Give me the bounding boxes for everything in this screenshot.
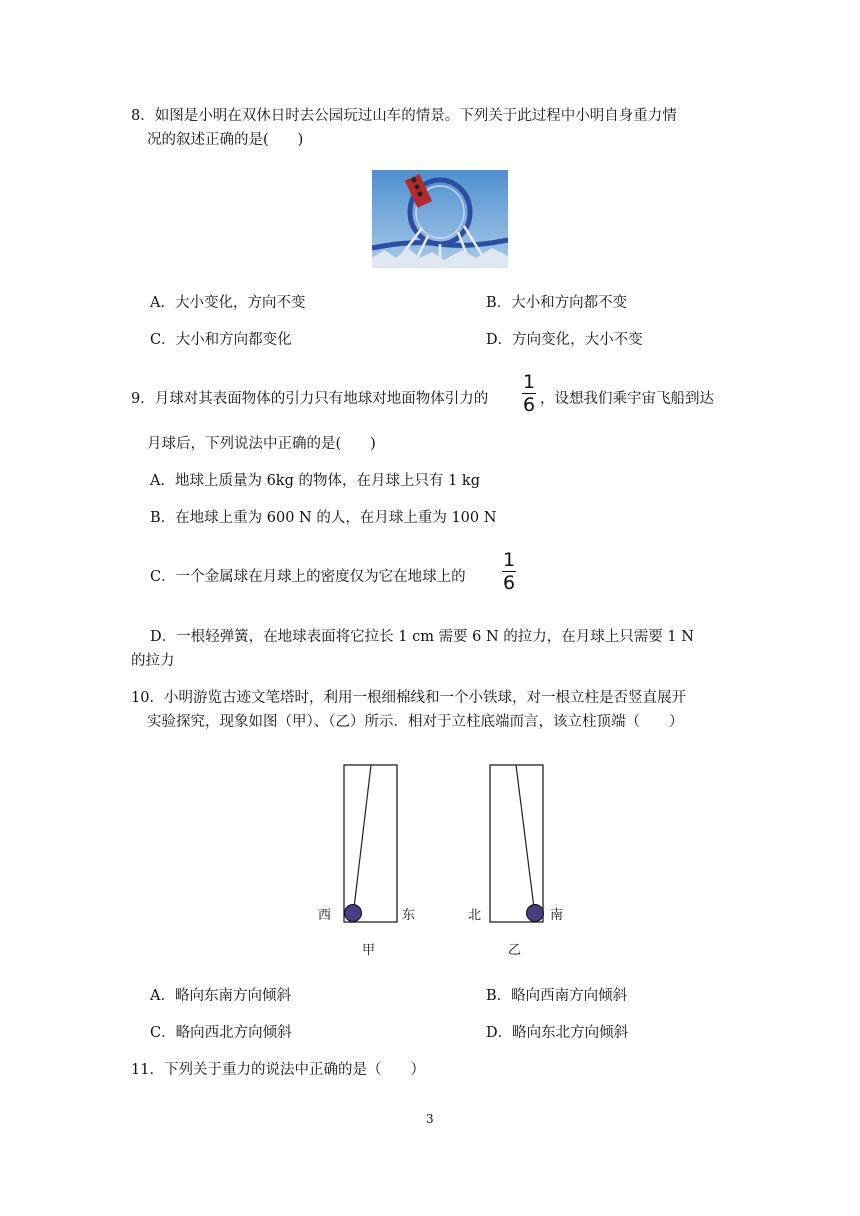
q10-stem-line2: 实验探究，现象如图（甲）、（乙）所示．相对于立柱底端而言，该立柱顶端（ ） [147,714,684,730]
q10-option-c: C．略向西北方向倾斜 [150,1025,292,1041]
q9-option-b: B．在地球上重为 600 N 的人，在月球上重为 100 N [150,510,497,526]
q8-option-a: A．大小变化，方向不变 [150,295,306,311]
q9-fraction-denominator: 6 [522,394,536,416]
q8-stem-line2: 况的叙述正确的是( ) [147,132,304,148]
plumb-line-figure-right [486,762,548,926]
q11-stem-line1: 11．下列关于重力的说法中正确的是（ ） [131,1062,425,1078]
q9-stem-line1-post: ，设想我们乘宇宙飞船到达 [540,391,714,407]
direction-label-north: 北 [468,908,482,923]
q8-option-c: C．大小和方向都变化 [150,332,292,348]
page-number: 3 [426,1112,434,1126]
direction-label-east: 东 [402,908,416,923]
q10-option-a: A．略向东南方向倾斜 [150,988,291,1004]
q9-stem-line2: 月球后，下列说法中正确的是( ) [147,436,376,452]
q9-fraction-numerator: 1 [522,371,536,393]
q9-fraction [520,372,538,415]
direction-label-south: 南 [550,908,564,923]
q9-option-c: C．一个金属球在月球上的密度仅为它在地球上的 [150,569,466,585]
q9-option-d-line1: D．一根轻弹簧，在地球表面将它拉长 1 cm 需要 6 N 的拉力，在月球上只需要 1 N [150,629,694,645]
q9-option-d-line2: 的拉力 [131,653,175,669]
q9-option-a: A．地球上质量为 6kg 的物体，在月球上只有 1 kg [150,473,480,489]
q8-option-b: B．大小和方向都不变 [486,295,628,311]
direction-label-west: 西 [318,908,332,923]
q10-option-d: D．略向东北方向倾斜 [486,1025,629,1041]
plumb-line-figure-left [340,762,402,926]
q8-stem-line1: 8．如图是小明在双休日时去公园玩过山车的情景。下列关于此过程中小明自身重力情 [131,108,677,124]
figure-caption-yi: 乙 [508,943,522,958]
q10-option-b: B．略向西南方向倾斜 [486,988,628,1004]
q9-option-c-fraction [500,550,518,593]
q9-stem-line1-pre: 9．月球对其表面物体的引力只有地球对地面物体引力的 [131,391,489,407]
q10-stem-line1: 10．小明游览古迹文笔塔时，利用一根细棉线和一个小铁球，对一根立柱是否竖直展开 [131,690,686,706]
figure-caption-jia: 甲 [362,943,376,958]
q8-option-d: D．方向变化，大小不变 [486,332,643,348]
roller-coaster-photo [372,170,508,268]
q9-option-c-denominator: 6 [502,572,516,594]
q9-option-c-numerator: 1 [502,549,516,571]
